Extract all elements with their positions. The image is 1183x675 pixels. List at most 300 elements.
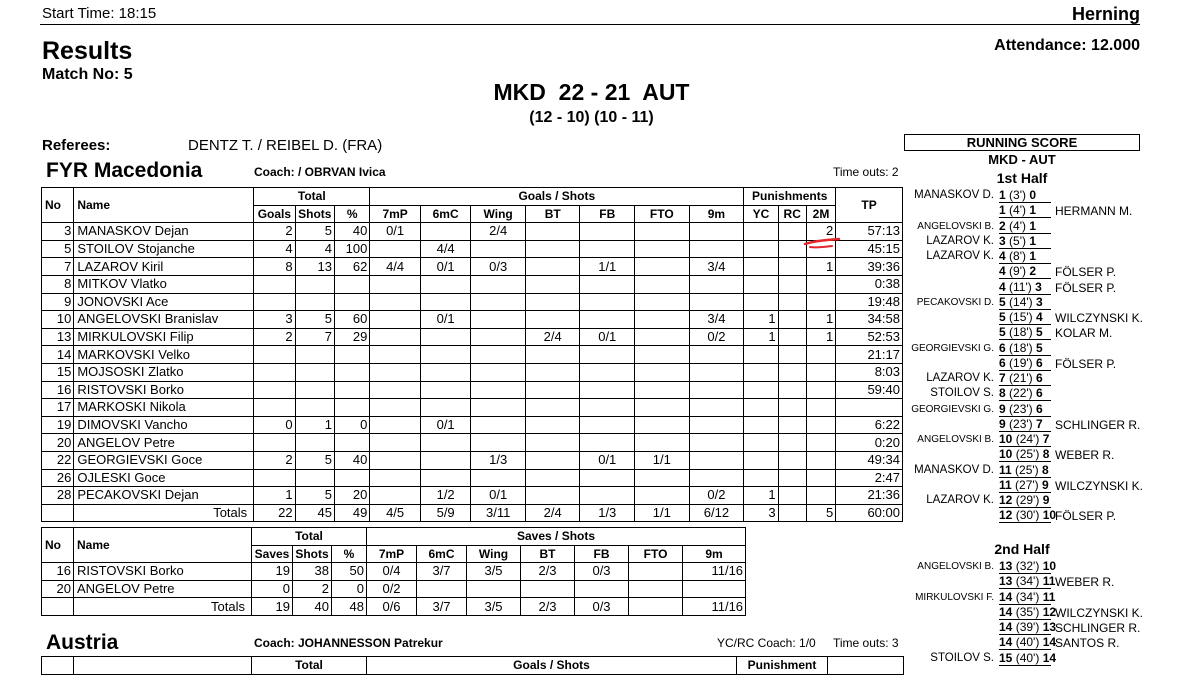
team2-coach-cards: YC/RC Coach: 1/0 (717, 636, 816, 650)
goal-minute: (35') (1015, 604, 1040, 619)
player-stat: 15 (42, 363, 74, 381)
gk-col-group-total: Total (252, 528, 367, 546)
goal-minute: (8') (1009, 249, 1026, 263)
totals-stat (778, 504, 806, 522)
running-score-entry (904, 264, 1144, 279)
home-goals: 4 (999, 279, 1006, 294)
player-stat: 20 (334, 487, 369, 505)
gk-totals-stat: 11/16 (683, 598, 746, 616)
player-stat: 7 (42, 258, 74, 276)
away-goals: 6 (1036, 371, 1043, 385)
score-cell (999, 295, 1051, 310)
player-stat: 17 (42, 399, 74, 417)
home-goals: 1 (999, 188, 1006, 202)
player-stat (334, 469, 369, 487)
player-stat: 1/1 (635, 451, 690, 469)
team1-coach: Coach: / OBRVAN Ivica (254, 165, 386, 179)
goal-minute: (21') (1009, 371, 1033, 385)
goalkeeper-stat: 3/5 (467, 563, 521, 581)
goalkeeper-stat (629, 563, 683, 581)
half-scores: (12 - 10) (10 - 11) (529, 109, 654, 126)
player-stat (744, 434, 778, 452)
goal-minute: (9') (1009, 264, 1026, 279)
player-stat (635, 240, 690, 258)
player-stat (744, 346, 778, 364)
player-stat (525, 223, 580, 241)
home-goals: 5 (999, 310, 1006, 324)
player-stat (635, 311, 690, 329)
player-stat (525, 434, 580, 452)
player-name: PECAKOVSKI Dejan (74, 487, 254, 505)
home-goals: 12 (999, 508, 1013, 523)
home-goals: 9 (999, 416, 1006, 431)
gk-totals-stat: 19 (252, 598, 293, 616)
team2-timeouts: Time outs: 3 (833, 636, 899, 650)
team2-col-name (74, 657, 252, 675)
player-row (42, 311, 903, 329)
col-wing: Wing (471, 205, 526, 223)
goal-minute: (18') (1009, 340, 1033, 355)
player-stat: 13 (42, 328, 74, 346)
player-stat (744, 258, 778, 276)
home-scorer: ANGELOVSKI B. (917, 220, 994, 232)
home-goals: 3 (999, 233, 1006, 248)
goal-minute: (15') (1009, 310, 1033, 324)
home-scorer: MANASKOV D. (914, 189, 994, 201)
player-stat: 34:58 (836, 311, 903, 329)
home-goals: 9 (999, 401, 1006, 416)
player-row (42, 240, 903, 258)
player-stat (806, 363, 835, 381)
home-goals: 14 (999, 589, 1013, 604)
home-goals: 6 (999, 340, 1006, 355)
running-score-entry (904, 386, 1144, 401)
player-stat (295, 434, 334, 452)
player-stat: 0/1 (471, 487, 526, 505)
player-stat: 8 (254, 258, 295, 276)
player-stat (689, 363, 744, 381)
player-stat (635, 469, 690, 487)
totals-stat: 45 (295, 504, 334, 522)
player-stat: 4/4 (420, 240, 471, 258)
score-cell (999, 249, 1051, 264)
player-stat: 19 (42, 416, 74, 434)
player-name: RISTOVSKI Borko (74, 381, 254, 399)
home-goals: 13 (999, 559, 1013, 573)
goalkeeper-stat: 50 (332, 563, 367, 581)
score-cell (999, 264, 1051, 279)
totals-label: Totals (74, 504, 254, 522)
player-stat (370, 275, 421, 293)
player-stat (420, 223, 471, 241)
home-goals: 4 (999, 249, 1006, 263)
home-goals: 5 (999, 294, 1006, 309)
score-cell (999, 188, 1051, 203)
player-stat: 1 (806, 328, 835, 346)
player-stat (744, 399, 778, 417)
totals-stat: 4/5 (370, 504, 421, 522)
player-row (42, 363, 903, 381)
player-name: STOILOV Stojanche (74, 240, 254, 258)
player-stat (635, 258, 690, 276)
goal-minute: (19') (1009, 355, 1033, 370)
running-score-entry (904, 635, 1144, 650)
away-goals: 3 (1036, 294, 1043, 309)
gk-col-wing: Wing (467, 545, 521, 563)
player-stat (778, 258, 806, 276)
player-stat (806, 416, 835, 434)
running-score-entry (904, 432, 1144, 447)
totals-stat: 1/3 (580, 504, 635, 522)
gk-col-group-saves-shots: Saves / Shots (367, 528, 746, 546)
away-goals: 11 (1042, 574, 1056, 589)
score-cell (999, 417, 1051, 432)
player-row (42, 381, 903, 399)
player-stat (420, 381, 471, 399)
player-stat (370, 487, 421, 505)
gk-col-pct: % (332, 545, 367, 563)
goalkeeper-stat (575, 580, 629, 598)
player-stat: 4 (295, 240, 334, 258)
totals-stat: 3/11 (471, 504, 526, 522)
player-stat: 5 (42, 240, 74, 258)
player-stat: 57:13 (836, 223, 903, 241)
player-stat (420, 275, 471, 293)
player-stat: 49:34 (836, 451, 903, 469)
away-scorer: WEBER R. (1055, 448, 1115, 463)
totals-stat: 1/1 (635, 504, 690, 522)
gk-totals-stat: 0/3 (575, 598, 629, 616)
player-stat: 0/1 (420, 258, 471, 276)
team2-col-group-punishments: Punishment (737, 657, 828, 675)
player-name: GEORGIEVSKI Goce (74, 451, 254, 469)
home-goals: 12 (999, 493, 1013, 507)
running-score-entry (904, 219, 1144, 234)
player-stat (580, 311, 635, 329)
player-stat (744, 381, 778, 399)
player-row (42, 328, 903, 346)
goalkeeper-stat: 11/16 (683, 563, 746, 581)
player-stat (778, 487, 806, 505)
player-stat (420, 451, 471, 469)
player-stat (254, 346, 295, 364)
start-time: Start Time: 18:15 (42, 5, 157, 22)
home-scorer: LAZAROV K. (926, 372, 994, 384)
player-stat (370, 240, 421, 258)
player-name: DIMOVSKI Vancho (74, 416, 254, 434)
player-stat (635, 275, 690, 293)
team2-coach: Coach: JOHANNESSON Patrekur (254, 636, 443, 650)
player-stat: 2 (254, 328, 295, 346)
player-stat: 1 (744, 311, 778, 329)
player-stat: 8 (42, 275, 74, 293)
referees-label: Referees: (42, 137, 111, 154)
score-cell (999, 650, 1057, 666)
running-score-entry (904, 508, 1144, 523)
running-score-entry (904, 280, 1144, 295)
player-stat (420, 399, 471, 417)
goalkeeper-row (42, 563, 746, 581)
home-goals: 13 (999, 574, 1013, 589)
away-goals: 11 (1042, 589, 1056, 604)
player-stat (525, 487, 580, 505)
player-stat (744, 275, 778, 293)
player-stat (295, 469, 334, 487)
player-stat (778, 434, 806, 452)
gk-col-6mc: 6mC (417, 545, 467, 563)
home-goals: 5 (999, 325, 1006, 340)
player-stat (806, 275, 835, 293)
player-stat (370, 363, 421, 381)
player-stat (420, 363, 471, 381)
totals-stat: 60:00 (836, 504, 903, 522)
player-stat (806, 293, 835, 311)
player-stat (254, 469, 295, 487)
player-stat (254, 293, 295, 311)
player-stat: 52:53 (836, 328, 903, 346)
home-scorer: GEORGIEVSKI G. (911, 403, 994, 415)
player-stat (334, 381, 369, 399)
away-goals: 14 (1042, 650, 1057, 665)
gk-totals-label: Totals (74, 598, 252, 616)
home-goals: 11 (999, 477, 1012, 492)
player-stat: 1/1 (580, 258, 635, 276)
totals-row (42, 504, 903, 522)
header-divider (40, 24, 1140, 25)
running-score-entry (904, 325, 1144, 340)
player-row (42, 416, 903, 434)
home-scorer: LAZAROV K. (926, 234, 994, 247)
player-stat: 0/1 (420, 311, 471, 329)
home-scorer: STOILOV S. (930, 651, 994, 664)
player-stat (580, 381, 635, 399)
player-stat: 8:03 (836, 363, 903, 381)
score-cell (999, 219, 1051, 234)
gk-totals-row (42, 598, 746, 616)
gk-col-name: Name (74, 528, 252, 563)
player-stat: 60 (334, 311, 369, 329)
home-scorer: LAZAROV K. (926, 494, 994, 506)
away-scorer: SCHLINGER R. (1055, 417, 1141, 432)
player-stat: 14 (42, 346, 74, 364)
away-goals: 0 (1029, 188, 1037, 202)
player-stat: 26 (42, 469, 74, 487)
running-score-entry (904, 341, 1144, 356)
player-stat (525, 293, 580, 311)
player-stat (420, 328, 471, 346)
goal-minute: (14') (1009, 294, 1033, 309)
player-stat (806, 451, 835, 469)
player-name: ANGELOVSKI Branislav (74, 311, 254, 329)
player-stat (689, 434, 744, 452)
player-stat (689, 416, 744, 434)
goalkeeper-stat: 0/3 (575, 563, 629, 581)
away-goals: 3 (1035, 279, 1042, 294)
player-row (42, 469, 903, 487)
player-stat: 40 (334, 451, 369, 469)
player-stat (370, 469, 421, 487)
home-goals: 14 (999, 620, 1013, 634)
player-stat (806, 487, 835, 505)
col-group-total: Total (254, 188, 370, 206)
team1-players-table (41, 187, 903, 522)
player-stat: 2:47 (836, 469, 903, 487)
player-stat (689, 469, 744, 487)
player-stat (525, 258, 580, 276)
running-score-entry (904, 356, 1144, 371)
goal-minute: (24') (1015, 432, 1040, 446)
away-goals: 8 (1042, 447, 1050, 462)
away-scorer: HERMANN M. (1055, 204, 1133, 219)
player-stat: 10 (42, 311, 74, 329)
home-goals: 10 (999, 447, 1013, 462)
score-cell (999, 386, 1051, 401)
running-score-entry (904, 447, 1144, 462)
goalkeeper-row (42, 580, 746, 598)
team2-col-group-total: Total (252, 657, 367, 675)
score-cell (999, 574, 1056, 589)
player-name: MARKOSKI Nikola (74, 399, 254, 417)
player-stat (806, 434, 835, 452)
player-row (42, 223, 903, 241)
player-stat (635, 346, 690, 364)
player-stat: 22 (42, 451, 74, 469)
player-stat (525, 311, 580, 329)
goal-minute: (5') (1009, 233, 1026, 248)
player-stat: 21:36 (836, 487, 903, 505)
col-2m: 2M (806, 205, 835, 223)
col-shots: Shots (295, 205, 334, 223)
player-stat (471, 363, 526, 381)
player-stat (525, 399, 580, 417)
col-name: Name (74, 188, 254, 223)
gk-col-fto: FTO (629, 545, 683, 563)
attendance: Attendance: 12.000 (994, 37, 1140, 54)
away-goals: 7 (1036, 416, 1043, 431)
player-stat (836, 399, 903, 417)
team2-name: Austria (46, 631, 119, 654)
player-stat: 1/2 (420, 487, 471, 505)
player-stat: 0/2 (689, 328, 744, 346)
player-stat: 4 (254, 240, 295, 258)
score-cell (999, 325, 1051, 340)
player-name: JONOVSKI Ace (74, 293, 254, 311)
player-stat: 2 (254, 451, 295, 469)
player-stat (420, 434, 471, 452)
player-stat (471, 434, 526, 452)
player-stat: 1 (744, 328, 778, 346)
goalkeeper-stat: 3/7 (417, 563, 467, 581)
col-9m: 9m (689, 205, 744, 223)
running-score-entry (904, 620, 1144, 635)
player-stat (471, 275, 526, 293)
player-stat (806, 381, 835, 399)
gk-col-bt: BT (521, 545, 575, 563)
goal-minute: (27') (1015, 477, 1039, 492)
player-stat (778, 275, 806, 293)
player-stat: 100 (334, 240, 369, 258)
player-stat: 19:48 (836, 293, 903, 311)
player-stat: 59:40 (836, 381, 903, 399)
player-stat (254, 363, 295, 381)
player-stat (254, 399, 295, 417)
player-stat (744, 451, 778, 469)
gk-col-7mp: 7mP (367, 545, 417, 563)
home-goals: 10 (999, 432, 1013, 446)
goalkeeper-stat (683, 580, 746, 598)
col-yc: YC (744, 205, 778, 223)
score-cell (999, 493, 1051, 508)
player-stat (744, 223, 778, 241)
running-score-entry (904, 402, 1144, 417)
final-score: MKD 22 - 21 AUT (493, 79, 690, 105)
player-stat (635, 416, 690, 434)
running-score-entry (904, 203, 1144, 218)
goalkeeper-stat: 16 (42, 563, 74, 581)
player-stat: 4/4 (370, 258, 421, 276)
goal-minute: (22') (1009, 386, 1033, 401)
player-stat: 16 (42, 381, 74, 399)
player-stat: 1 (744, 487, 778, 505)
score-cell (999, 604, 1057, 620)
red-ink-mark (802, 237, 842, 251)
player-name: MARKOVSKI Velko (74, 346, 254, 364)
goalkeeper-stat: 38 (293, 563, 332, 581)
player-row (42, 275, 903, 293)
player-stat (334, 275, 369, 293)
player-stat (778, 363, 806, 381)
score-cell (999, 478, 1051, 493)
away-goals: 6 (1036, 386, 1043, 401)
player-stat (635, 293, 690, 311)
gk-col-fb: FB (575, 545, 629, 563)
away-scorer: FÖLSER P. (1055, 265, 1117, 280)
running-score-entry (904, 295, 1144, 310)
player-name: MITKOV Vlatko (74, 275, 254, 293)
goalkeeper-stat: 0/4 (367, 563, 417, 581)
player-name: MANASKOV Dejan (74, 223, 254, 241)
player-stat (689, 451, 744, 469)
player-stat: 1/3 (471, 451, 526, 469)
player-stat: 40 (334, 223, 369, 241)
gk-col-saves: Saves (252, 545, 293, 563)
running-score-entry (904, 478, 1144, 493)
player-stat: 7 (295, 328, 334, 346)
player-stat: 0/1 (370, 223, 421, 241)
goalkeeper-stat: 2 (293, 580, 332, 598)
home-goals: 14 (999, 635, 1013, 650)
player-row (42, 434, 903, 452)
team2-col-tp (828, 657, 904, 675)
player-stat: 20 (42, 434, 74, 452)
player-stat (471, 346, 526, 364)
player-name: MOJSOSKI Zlatko (74, 363, 254, 381)
player-stat: 0/2 (689, 487, 744, 505)
player-stat (334, 293, 369, 311)
home-goals: 2 (999, 218, 1006, 233)
player-stat (525, 240, 580, 258)
player-stat (635, 399, 690, 417)
totals-stat: 2/4 (525, 504, 580, 522)
first-half-label: 1st Half (996, 170, 1048, 186)
running-score-entry (904, 574, 1144, 589)
away-goals: 1 (1029, 203, 1037, 218)
gk-totals-stat: 2/3 (521, 598, 575, 616)
running-score-entry (904, 493, 1144, 508)
player-stat (689, 346, 744, 364)
away-goals: 13 (1042, 620, 1057, 634)
player-stat: 0 (334, 416, 369, 434)
